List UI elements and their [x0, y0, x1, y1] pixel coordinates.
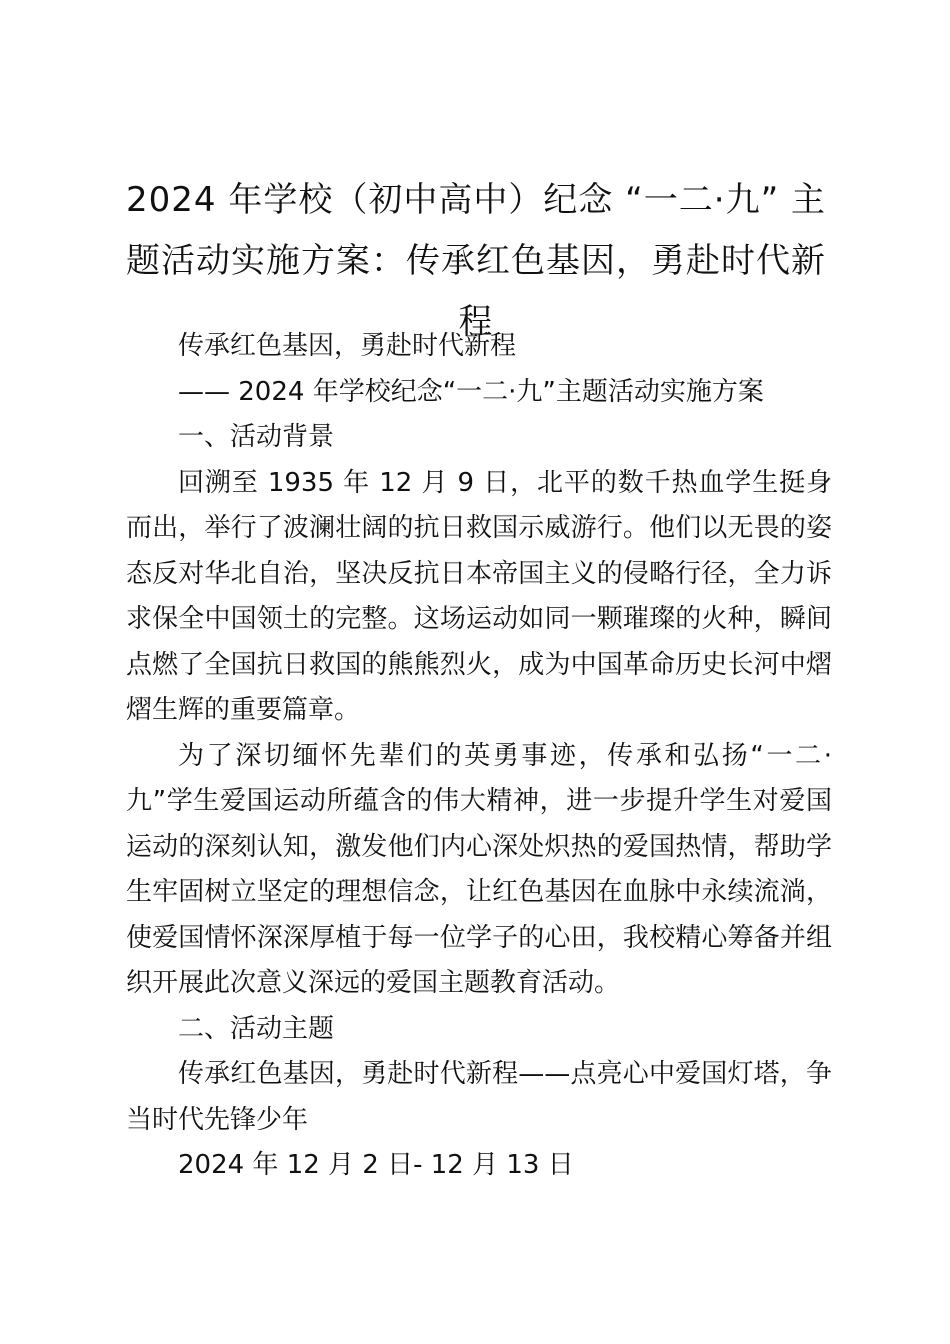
paragraph-theme: 传承红色基因，勇赴时代新程——点亮心中爱国灯塔，争当时代先锋少年: [126, 1059, 832, 1135]
subtitle-plan-line: —— 2024 年学校纪念“一二·九”主题活动实施方案: [178, 376, 764, 407]
paragraph-date-range: 2024 年 12 月 2 日- 12 月 13 日: [178, 1150, 574, 1180]
section-heading-theme: 二、活动主题: [178, 1013, 335, 1044]
paragraph-purpose: 为了深切缅怀先辈们的英勇事迹，传承和弘扬“一二·九”学生爱国运动所蕴含的伟大精神，进一步提升学生对爱国运动的深刻认知，激发他们内心深处炽热的爱国热情，帮助学生牢固树立坚定的理想信念，让红色基因在血脉中永续流淌，使爱国情怀深深厚植于每一位学子的心田，我校精心筹备并组织开展此次意义深远的爱国主题教育活动。: [126, 740, 832, 998]
paragraph-background: 回溯至 1935 年 12 月 9 日，北平的数千热血学生挺身而出，举行了波澜壮阔的抗日救国示威游行。他们以无畏的姿态反对华北自治，坚决反抗日本帝国主义的侵略行径，全力诉求保全中国领土的完整。这场运动如同一颗璀璨的火种，瞬间点燃了全国抗日救国的熊熊烈火，成为中国革命历史长河中熠熠生辉的重要篇章。: [126, 467, 832, 725]
subtitle-line: 传承红色基因，勇赴时代新程: [178, 331, 517, 361]
section-heading-background: 一、活动背景: [178, 422, 335, 452]
document-body: [126, 324, 832, 1189]
document-title: 2024 年学校（初中高中）纪念 “一二·九” 主题活动实施方案：传承红色基因，勇赴时代新程: [126, 180, 826, 342]
